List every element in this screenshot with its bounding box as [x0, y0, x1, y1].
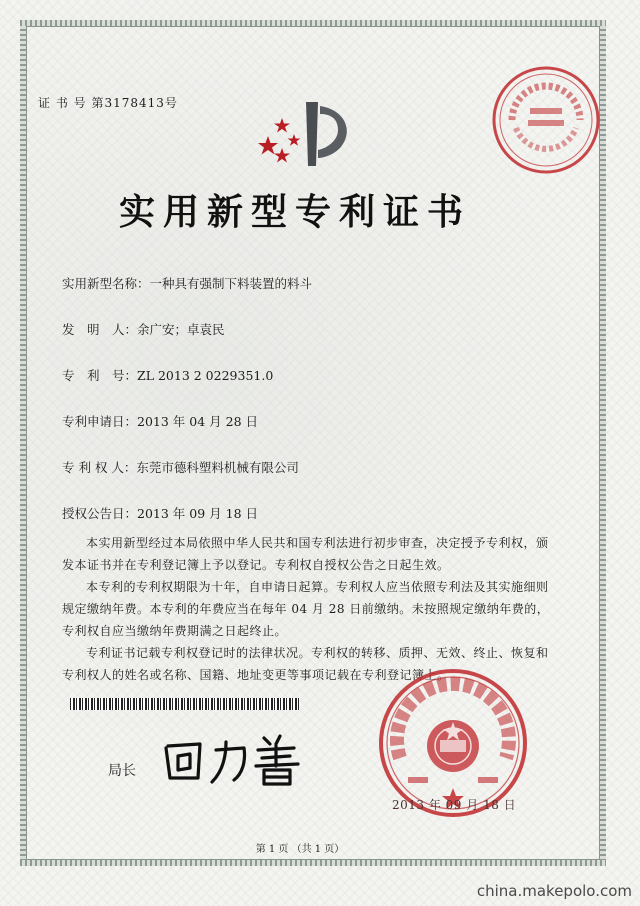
watermark: china.makepolo.com	[476, 882, 632, 900]
director-label: 局长	[108, 763, 136, 779]
patentee-label: 专 利 权 人：	[62, 460, 137, 475]
grant-date	[62, 504, 258, 522]
page-title: 实用新型专利证书	[118, 191, 471, 233]
page-footer: 第 1 页 （共 1 页）	[255, 844, 345, 855]
patent-office-logo-icon	[258, 96, 358, 172]
barcode	[70, 698, 300, 710]
certificate-number: 证 书 号 第3178413号	[38, 96, 178, 110]
paragraph: 专利证书记载专利权登记时的法律状况。专利权的转移、质押、无效、终止、恢复和专利权人的姓名或名称、国籍、地址变更等事项记载在专利登记簿上。	[62, 646, 549, 682]
filing-date	[62, 412, 258, 430]
inventor-value: 余广安；卓袁民	[137, 322, 225, 337]
stamp-date: 2013 年 09 月 18 日	[392, 798, 517, 812]
inventor	[62, 320, 225, 338]
patentee-value: 东莞市德科塑料机械有限公司	[136, 460, 299, 475]
grant-date-value: 2013 年 09 月 18 日	[137, 506, 259, 521]
director-signature-icon	[160, 728, 320, 788]
paragraph: 本专利的专利权期限为十年，自申请日起算。专利权人应当依照专利法及其实施细则规定缴纳年费。本专利的年费应当在每年 04 月 28 日前缴纳。未按照规定缴纳年费的，专利权自应当缴纳年费期满之日起终止。	[62, 580, 550, 638]
patent-number-value: ZL 2013 2 0229351.0	[137, 368, 274, 383]
utility-model-name	[62, 274, 312, 292]
inventor-label: 发 明 人：	[62, 322, 138, 337]
patent-number	[62, 366, 273, 384]
top-right-seal-icon	[490, 64, 602, 176]
patent-number-label: 专 利 号：	[62, 368, 138, 383]
paragraph: 本实用新型经过本局依照中华人民共和国专利法进行初步审查，决定授予专利权，颁发本证书并在专利登记簿上予以登记。专利权自授权公告之日起生效。	[62, 536, 549, 572]
filing-date-label: 专利申请日：	[62, 414, 138, 429]
filing-date-value: 2013 年 04 月 28 日	[137, 414, 259, 429]
patentee	[62, 458, 299, 476]
certificate-body	[62, 532, 558, 686]
grant-date-label: 授权公告日：	[62, 506, 138, 521]
name-label: 实用新型名称：	[62, 276, 150, 291]
name-value: 一种具有强制下料装置的料斗	[149, 276, 313, 291]
